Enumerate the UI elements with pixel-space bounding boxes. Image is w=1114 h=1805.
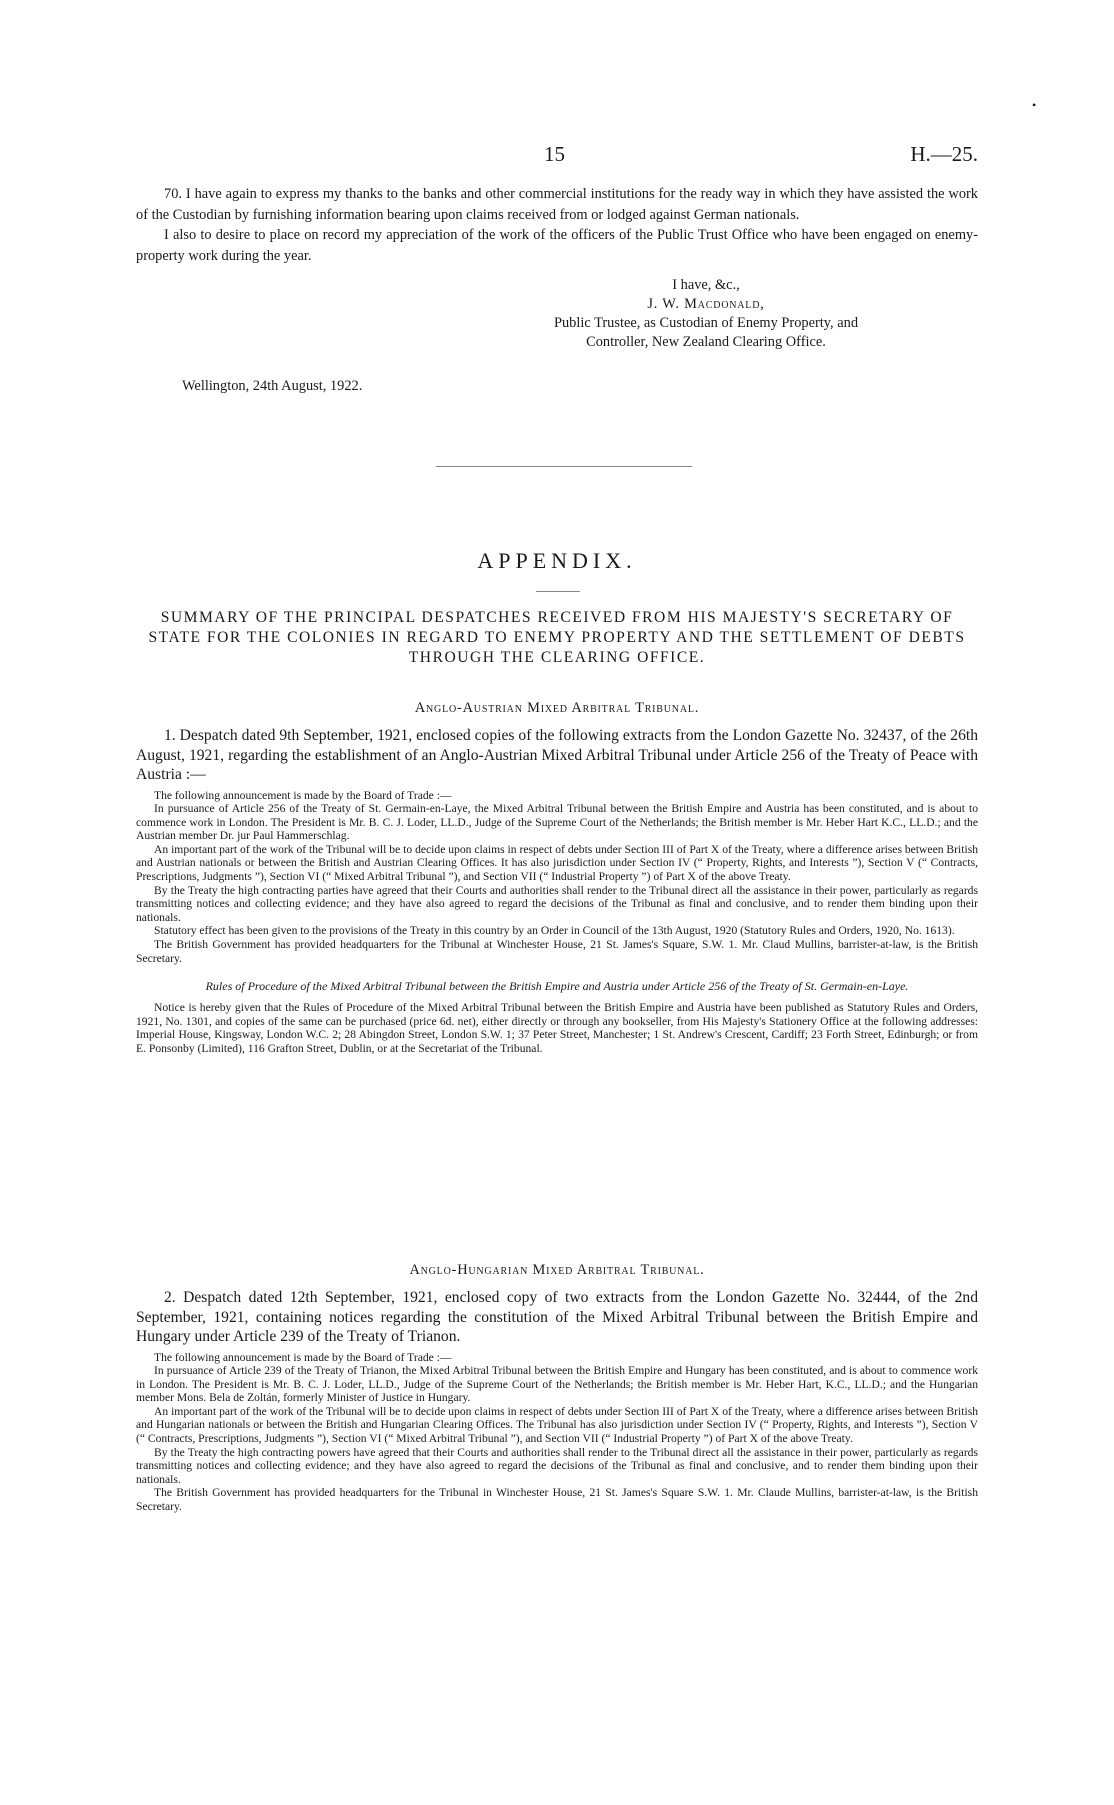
summary-title: SUMMARY OF THE PRINCIPAL DESPATCHES RECEIVED FROM HIS MAJESTY'S SECRETARY OF STATE FOR THE COLONIES IN REGARD TO ENEMY PROPERTY AND THE SETTLEMENT OF DEBTS THROUGH THE CLEARING OFFICE.	[148, 609, 966, 666]
austrian-para-5: The British Government has provided headquarters for the Tribunal at Winchester House, 21 St. James's Square, S.W. 1. Mr. Claud Mullins, barrister-at-law, is the British Secretary.	[136, 938, 978, 965]
section-divider	[436, 466, 692, 467]
despatch-2: 2. Despatch dated 12th September, 1921, enclosed copy of two extracts from the London Gazette No. 32444, of the 2nd September, 1921, containing notices regarding the constitution of the Mixed Arbitral Tribunal between the British Empire and Hungary under Article 239 of the Treaty of Trianon.	[136, 1289, 978, 1345]
austrian-para-2: An important part of the work of the Tribunal will be to decide upon claims in respect of debts under Section III of Part X of the Treaty, where a difference arises between British and Austrian nationals or between the British and Austrian Clearing Offices. It has also jurisdiction under Section IV (“ Property, Rights, and Interests ”), Section V (“ Contracts, Prescriptions, Judgments ”), Section VI (“ Mixed Arbitral Tribunal ”), and Section VII (“ Industrial Property ”) of Part X of the above Treaty.	[136, 842, 978, 884]
signature-salutation: I have, &c.,	[672, 277, 740, 293]
paragraph-appreciation: I also to desire to place on record my appreciation of the work of the officers of the Public Trust Office who have been engaged on enemy-property work during the year.	[136, 227, 978, 264]
margin-mark: •	[1032, 98, 1037, 112]
austrian-para-3: By the Treaty the high contracting parties have agreed that their Courts and authorities shall render to the Tribunal direct all the assistance in their power, particularly as regards transmitting notices and collecting evidence; and they have also agreed to regard the decisions of the Tribunal as final and conclusive, and to render them binding upon their nationals.	[136, 883, 978, 924]
rules-of-procedure-title: Rules of Procedure of the Mixed Arbitral Tribunal between the British Empire and Austria under Article 256 of the Treaty of St. Germain-en-Laye.	[205, 979, 909, 994]
despatch-1: 1. Despatch dated 9th September, 1921, enclosed copies of the following extracts from the London Gazette No. 32437, of the 26th August, 1921, regarding the establishment of an Anglo-Austrian Mixed Arbitral Tribunal under Article 256 of the Treaty of Peace with Austria :—	[136, 727, 978, 783]
anglo-hungarian-section	[136, 1260, 978, 1514]
anglo-hungarian-heading: Anglo-Hungarian Mixed Arbitral Tribunal.	[409, 1262, 705, 1278]
rules-notice: Notice is hereby given that the Rules of Procedure of the Mixed Arbitral Tribunal between the British Empire and Austria have been published as Statutory Rules and Orders, 1921, No. 1301, and copies of the same can be purchased (price 6d. net), either directly or through any bookseller, from His Majesty's Stationery Office at the following addresses: Imperial House, Kingsway, London W.C. 2; 28 Abingdon Street, London S.W. 1; 37 Peter Street, Manchester; 1 St. Andrew's Crescent, Cardiff; 23 Forth Street, Edinburgh; or from E. Ponsonby (Limited), 116 Grafton Street, Dublin, or at the Secretariat of the Tribunal.	[136, 1001, 978, 1055]
signature-title-2: Controller, New Zealand Clearing Office.	[586, 334, 826, 350]
document-reference: H.—25.	[910, 142, 978, 166]
appendix-rule	[536, 591, 580, 592]
hungarian-para-3: By the Treaty the high contracting powers have agreed that their Courts and authorities shall render to the Tribunal direct all the assistance in their power, particularly as regards transmitting notices and collecting evidence; and they have also agreed to regard the decisions of the Tribunal as final and conclusive, and to render them binding upon their nationals.	[136, 1445, 978, 1486]
closing-paragraphs	[136, 184, 978, 266]
hungarian-para-1: In pursuance of Article 239 of the Treaty of Trianon, the Mixed Arbitral Tribunal between the British Empire and Hungary has been constituted, and is about to commence work in London. The President is Mr. B. C. J. Loder, LL.D., Judge of the Supreme Court of the Netherlands; the British member is Mr. Heber Hart, K.C., LL.D.; and the Hungarian member Mons. Bela de Zoltán, formerly Minister of Justice in Hungary.	[136, 1364, 978, 1405]
hungarian-para-4: The British Government has provided headquarters for the Tribunal in Winchester House, 21 St. James's Square S.W. 1. Mr. Claude Mullins, barrister-at-law, is the British Secretary.	[136, 1486, 978, 1514]
appendix-title: APPENDIX.	[477, 548, 637, 573]
hungarian-para-2: An important part of the work of the Tribunal will be to decide upon claims in respect of debts under Section III of Part X of the Treaty, where a difference arises between British and Hungarian nationals or between the British and Hungarian Clearing Offices. The Tribunal has also jurisdiction under Section IV (“ Property, Rights, and Interests ”), Section V (“ Contracts, Prescriptions, Judgments ”), Section VI (“ Mixed Arbitral Tribunal ”), and Section VII (“ Industrial Property ”) of Part X of the above Treaty.	[136, 1404, 978, 1446]
paragraph-70: 70. I have again to express my thanks to the banks and other commercial institutions for the ready way in which they have assisted the work of the Custodian by furnishing information bearing upon claims received from or lodged against German nationals.	[136, 186, 978, 223]
austrian-para-4: Statutory effect has been given to the provisions of the Treaty in this country by an Order in Council of the 13th August, 1920 (Statutory Rules and Orders, 1920, No. 1613).	[154, 924, 955, 938]
signature-title-1: Public Trustee, as Custodian of Enemy Property, and	[553, 315, 859, 331]
anglo-austrian-heading: Anglo-Austrian Mixed Arbitral Tribunal.	[414, 700, 700, 716]
anglo-austrian-section	[136, 698, 978, 1056]
signature-name: J. W. Macdonald,	[647, 296, 765, 312]
hungarian-announcement: The following announcement is made by the Board of Trade :—	[154, 1350, 452, 1364]
austrian-para-1: In pursuance of Article 256 of the Treaty of St. Germain-en-Laye, the Mixed Arbitral Tribunal between the British Empire and Austria has been constituted, and is about to commence work in London. The President is Mr. B. C. J. Loder, LL.D., Judge of the Supreme Court of the Netherlands; the British member is Mr. Heber Hart K.C., LL.D.; and the Austrian member Dr. jur Paul Hammerschlag.	[136, 802, 978, 843]
page-header	[136, 142, 978, 172]
signature-block	[496, 276, 916, 352]
place-and-date: Wellington, 24th August, 1922.	[182, 378, 363, 394]
page-number: 15	[544, 142, 565, 166]
austrian-announcement: The following announcement is made by the Board of Trade :—	[154, 788, 452, 802]
